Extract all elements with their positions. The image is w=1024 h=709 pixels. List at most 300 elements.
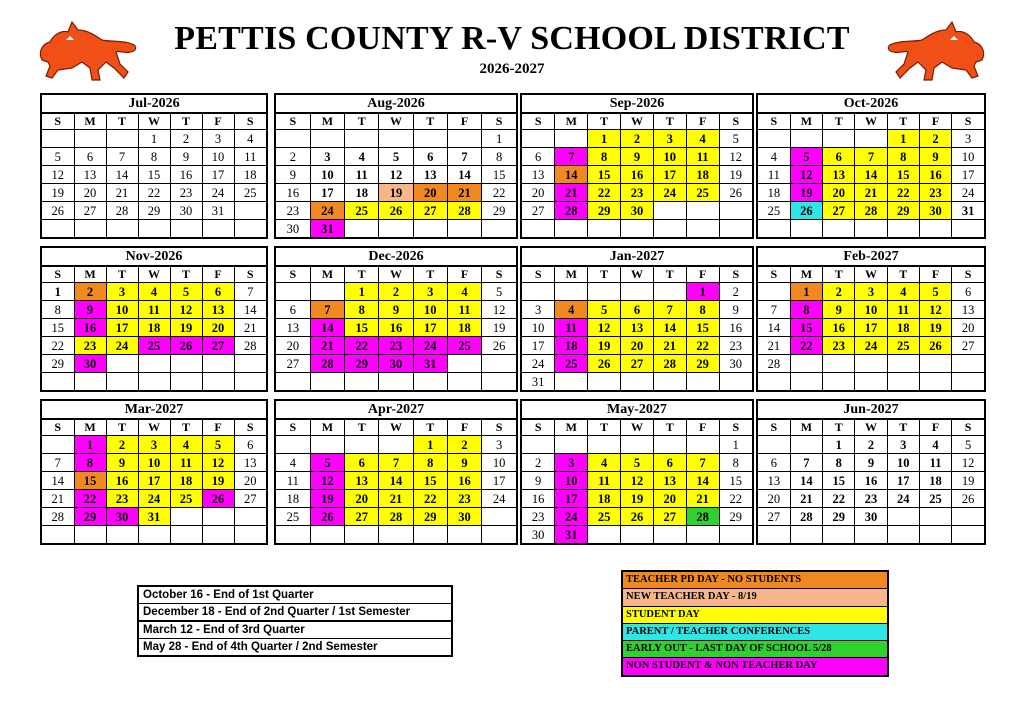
color-legend (621, 570, 889, 677)
day-cell: 3 (106, 283, 138, 301)
empty-cell (919, 355, 951, 373)
month-dec-2026 (274, 246, 518, 392)
quarter-group (139, 622, 451, 655)
weekday-header: M (555, 420, 588, 436)
empty-cell (234, 355, 266, 373)
day-cell: 28 (447, 202, 481, 220)
weekday-header: T (887, 420, 919, 436)
day-cell: 3 (855, 283, 887, 301)
day-cell: 19 (170, 319, 202, 337)
day-cell: 24 (106, 337, 138, 355)
weekday-header: F (447, 114, 481, 130)
day-cell: 15 (138, 166, 170, 184)
empty-cell (447, 355, 481, 373)
day-cell: 11 (919, 454, 951, 472)
day-cell: 22 (719, 490, 752, 508)
day-cell: 10 (855, 301, 887, 319)
weekday-header: S (522, 267, 555, 283)
empty-cell (234, 202, 266, 220)
day-cell: 11 (276, 472, 310, 490)
day-cell: 29 (588, 202, 621, 220)
day-cell: 4 (170, 436, 202, 454)
day-cell: 24 (522, 355, 555, 373)
empty-cell (379, 373, 413, 391)
empty-cell (719, 202, 752, 220)
weekday-header: M (310, 114, 344, 130)
day-cell: 29 (719, 508, 752, 526)
day-cell: 7 (379, 454, 413, 472)
empty-cell (276, 526, 310, 544)
legend-new-teacher: NEW TEACHER DAY - 8/19 (623, 589, 887, 606)
day-cell: 20 (653, 490, 686, 508)
empty-cell (413, 373, 447, 391)
empty-cell (234, 508, 266, 526)
day-cell: 18 (170, 472, 202, 490)
weekday-header: F (447, 267, 481, 283)
day-cell: 8 (42, 301, 74, 319)
day-cell: 2 (276, 148, 310, 166)
quarter-line: December 18 - End of 2nd Quarter / 1st Semester (143, 606, 411, 618)
day-cell: 26 (482, 337, 516, 355)
empty-cell (234, 526, 266, 544)
day-cell: 29 (74, 508, 106, 526)
month-mar-2027 (40, 399, 268, 545)
weekday-header: T (413, 114, 447, 130)
weekday-header: S (42, 114, 74, 130)
empty-cell (379, 526, 413, 544)
day-cell: 9 (74, 301, 106, 319)
month-title: Sep-2026 (522, 95, 752, 113)
weekday-header: W (855, 114, 887, 130)
day-cell: 8 (138, 148, 170, 166)
day-cell: 13 (621, 319, 654, 337)
weekday-header: F (919, 420, 951, 436)
day-cell: 5 (719, 130, 752, 148)
day-cell: 1 (887, 130, 919, 148)
day-cell: 18 (138, 319, 170, 337)
empty-cell (952, 373, 984, 391)
day-cell: 17 (952, 166, 984, 184)
day-cell: 29 (823, 508, 855, 526)
weekday-header: T (653, 114, 686, 130)
empty-cell (310, 283, 344, 301)
weekday-header: M (74, 267, 106, 283)
day-cell: 5 (379, 148, 413, 166)
empty-cell (74, 526, 106, 544)
day-cell: 26 (919, 337, 951, 355)
empty-cell (74, 130, 106, 148)
day-cell: 3 (952, 130, 984, 148)
day-cell: 9 (855, 454, 887, 472)
day-cell: 2 (719, 283, 752, 301)
empty-cell (790, 130, 822, 148)
day-cell: 31 (202, 202, 234, 220)
day-cell: 6 (522, 148, 555, 166)
day-cell: 23 (919, 184, 951, 202)
empty-cell (482, 373, 516, 391)
legend-early-out: EARLY OUT - LAST DAY OF SCHOOL 5/28 (623, 641, 887, 658)
weekday-header: S (276, 420, 310, 436)
day-cell: 21 (310, 337, 344, 355)
day-cell: 30 (106, 508, 138, 526)
weekday-header: S (758, 267, 790, 283)
mustang-logo-right (884, 20, 988, 82)
day-cell: 18 (919, 472, 951, 490)
weekday-header: S (522, 114, 555, 130)
day-cell: 10 (887, 454, 919, 472)
day-cell: 4 (234, 130, 266, 148)
empty-cell (855, 130, 887, 148)
empty-cell (345, 526, 379, 544)
day-cell: 6 (413, 148, 447, 166)
quarter-dates-box (137, 585, 453, 657)
day-cell: 15 (482, 166, 516, 184)
quarter-group (139, 587, 451, 622)
day-cell: 23 (74, 337, 106, 355)
day-cell: 25 (887, 337, 919, 355)
day-cell: 20 (234, 472, 266, 490)
weekday-header: W (138, 114, 170, 130)
day-cell: 19 (790, 184, 822, 202)
day-cell: 20 (952, 319, 984, 337)
day-cell: 26 (719, 184, 752, 202)
day-cell: 12 (621, 472, 654, 490)
day-cell: 29 (482, 202, 516, 220)
empty-cell (138, 526, 170, 544)
day-cell: 3 (202, 130, 234, 148)
day-cell: 12 (588, 319, 621, 337)
day-cell: 24 (413, 337, 447, 355)
empty-cell (621, 436, 654, 454)
day-cell: 14 (855, 166, 887, 184)
weekday-header: S (234, 420, 266, 436)
month-title: Jan-2027 (522, 248, 752, 266)
weekday-header: T (345, 114, 379, 130)
day-cell: 1 (74, 436, 106, 454)
month-oct-2026 (756, 93, 986, 239)
weekday-header: T (823, 267, 855, 283)
weekday-header: T (588, 267, 621, 283)
empty-cell (653, 202, 686, 220)
day-cell: 22 (588, 184, 621, 202)
month-may-2027 (520, 399, 754, 545)
day-cell: 13 (952, 301, 984, 319)
month-nov-2026 (40, 246, 268, 392)
day-cell: 21 (379, 490, 413, 508)
day-cell: 7 (234, 283, 266, 301)
empty-cell (202, 355, 234, 373)
day-cell: 14 (758, 319, 790, 337)
day-cell: 6 (276, 301, 310, 319)
day-cell: 1 (345, 283, 379, 301)
day-cell: 30 (522, 526, 555, 544)
empty-cell (790, 220, 822, 238)
day-cell: 14 (310, 319, 344, 337)
day-cell: 15 (42, 319, 74, 337)
day-cell: 30 (719, 355, 752, 373)
weekday-header: S (952, 420, 984, 436)
day-cell: 16 (276, 184, 310, 202)
day-cell: 9 (522, 472, 555, 490)
day-cell: 18 (588, 490, 621, 508)
legend-teacher-pd: TEACHER PD DAY - NO STUDENTS (623, 572, 887, 589)
day-cell: 14 (790, 472, 822, 490)
weekday-header: T (887, 267, 919, 283)
day-cell: 16 (170, 166, 202, 184)
empty-cell (202, 526, 234, 544)
day-cell: 11 (555, 319, 588, 337)
empty-cell (482, 355, 516, 373)
empty-cell (588, 436, 621, 454)
day-cell: 16 (855, 472, 887, 490)
empty-cell (588, 373, 621, 391)
day-cell: 7 (310, 301, 344, 319)
weekday-header: T (887, 114, 919, 130)
day-cell: 29 (887, 202, 919, 220)
day-cell: 7 (106, 148, 138, 166)
day-cell: 29 (138, 202, 170, 220)
day-cell: 12 (170, 301, 202, 319)
day-cell: 5 (202, 436, 234, 454)
day-cell: 5 (588, 301, 621, 319)
day-cell: 22 (74, 490, 106, 508)
empty-cell (447, 220, 481, 238)
day-cell: 31 (522, 373, 555, 391)
day-cell: 19 (310, 490, 344, 508)
month-title: Jul-2026 (42, 95, 266, 113)
day-cell: 12 (42, 166, 74, 184)
empty-cell (823, 373, 855, 391)
day-cell: 13 (653, 472, 686, 490)
day-cell: 5 (952, 436, 984, 454)
day-cell: 3 (310, 148, 344, 166)
empty-cell (758, 526, 790, 544)
day-cell: 22 (823, 490, 855, 508)
day-cell: 10 (310, 166, 344, 184)
day-cell: 7 (42, 454, 74, 472)
month-aug-2026 (274, 93, 518, 239)
day-cell: 13 (758, 472, 790, 490)
month-jul-2026 (40, 93, 268, 239)
day-cell: 22 (138, 184, 170, 202)
empty-cell (919, 373, 951, 391)
day-cell: 11 (138, 301, 170, 319)
day-cell: 12 (790, 166, 822, 184)
day-cell: 8 (482, 148, 516, 166)
day-cell: 6 (758, 454, 790, 472)
day-cell: 30 (447, 508, 481, 526)
day-cell: 26 (202, 490, 234, 508)
empty-cell (345, 436, 379, 454)
day-cell: 28 (686, 508, 719, 526)
day-cell: 16 (74, 319, 106, 337)
weekday-header: S (276, 267, 310, 283)
day-cell: 7 (555, 148, 588, 166)
empty-cell (855, 373, 887, 391)
day-cell: 30 (621, 202, 654, 220)
day-cell: 17 (653, 166, 686, 184)
day-cell: 16 (919, 166, 951, 184)
weekday-header: S (42, 420, 74, 436)
day-cell: 26 (310, 508, 344, 526)
day-cell: 23 (621, 184, 654, 202)
day-cell: 23 (823, 337, 855, 355)
day-cell: 27 (345, 508, 379, 526)
empty-cell (310, 436, 344, 454)
month-title: May-2027 (522, 401, 752, 419)
day-cell: 16 (379, 319, 413, 337)
empty-cell (555, 220, 588, 238)
empty-cell (719, 526, 752, 544)
day-cell: 31 (952, 202, 984, 220)
day-cell: 5 (790, 148, 822, 166)
day-cell: 4 (138, 283, 170, 301)
day-cell: 3 (555, 454, 588, 472)
weekday-header: W (621, 267, 654, 283)
month-jan-2027 (520, 246, 754, 392)
day-cell: 4 (887, 283, 919, 301)
day-cell: 25 (555, 355, 588, 373)
day-cell: 12 (719, 148, 752, 166)
day-cell: 18 (758, 184, 790, 202)
day-cell: 4 (758, 148, 790, 166)
empty-cell (555, 283, 588, 301)
day-cell: 18 (447, 319, 481, 337)
day-cell: 28 (42, 508, 74, 526)
day-cell: 16 (719, 319, 752, 337)
day-cell: 21 (106, 184, 138, 202)
weekday-header: S (482, 267, 516, 283)
day-cell: 11 (686, 148, 719, 166)
day-cell: 9 (719, 301, 752, 319)
day-cell: 29 (345, 355, 379, 373)
day-cell: 29 (42, 355, 74, 373)
weekday-header: S (719, 267, 752, 283)
day-cell: 14 (379, 472, 413, 490)
day-cell: 19 (719, 166, 752, 184)
day-cell: 28 (855, 202, 887, 220)
empty-cell (106, 355, 138, 373)
day-cell: 17 (855, 319, 887, 337)
day-cell: 4 (447, 283, 481, 301)
day-cell: 7 (447, 148, 481, 166)
empty-cell (952, 355, 984, 373)
day-cell: 1 (588, 130, 621, 148)
day-cell: 20 (345, 490, 379, 508)
day-cell: 13 (413, 166, 447, 184)
day-cell: 16 (621, 166, 654, 184)
day-cell: 19 (482, 319, 516, 337)
weekday-header: W (621, 114, 654, 130)
empty-cell (887, 508, 919, 526)
empty-cell (823, 220, 855, 238)
weekday-header: F (686, 114, 719, 130)
day-cell: 13 (522, 166, 555, 184)
weekday-header: T (588, 420, 621, 436)
empty-cell (653, 283, 686, 301)
weekday-header: S (719, 114, 752, 130)
empty-cell (621, 220, 654, 238)
day-cell: 10 (482, 454, 516, 472)
empty-cell (74, 220, 106, 238)
day-cell: 12 (202, 454, 234, 472)
day-cell: 27 (74, 202, 106, 220)
day-cell: 25 (345, 202, 379, 220)
day-cell: 10 (952, 148, 984, 166)
day-cell: 19 (42, 184, 74, 202)
day-cell: 22 (887, 184, 919, 202)
day-cell: 21 (234, 319, 266, 337)
day-cell: 25 (686, 184, 719, 202)
day-cell: 28 (653, 355, 686, 373)
month-apr-2027 (274, 399, 518, 545)
day-cell: 2 (379, 283, 413, 301)
day-cell: 13 (276, 319, 310, 337)
empty-cell (202, 508, 234, 526)
legend-conferences: PARENT / TEACHER CONFERENCES (623, 624, 887, 641)
day-cell: 18 (276, 490, 310, 508)
weekday-header: T (823, 420, 855, 436)
day-cell: 2 (855, 436, 887, 454)
day-cell: 17 (138, 472, 170, 490)
day-cell: 24 (887, 490, 919, 508)
day-cell: 8 (74, 454, 106, 472)
weekday-header: S (482, 114, 516, 130)
day-cell: 25 (276, 508, 310, 526)
weekday-header: W (138, 267, 170, 283)
day-cell: 20 (823, 184, 855, 202)
weekday-header: S (42, 267, 74, 283)
empty-cell (719, 373, 752, 391)
day-cell: 22 (790, 337, 822, 355)
day-cell: 2 (919, 130, 951, 148)
empty-cell (379, 436, 413, 454)
day-cell: 3 (653, 130, 686, 148)
weekday-header: S (234, 114, 266, 130)
day-cell: 9 (276, 166, 310, 184)
weekday-header: S (758, 114, 790, 130)
empty-cell (138, 220, 170, 238)
day-cell: 30 (74, 355, 106, 373)
day-cell: 5 (621, 454, 654, 472)
day-cell: 20 (621, 337, 654, 355)
day-cell: 6 (234, 436, 266, 454)
empty-cell (855, 220, 887, 238)
day-cell: 8 (413, 454, 447, 472)
empty-cell (379, 220, 413, 238)
day-cell: 10 (202, 148, 234, 166)
day-cell: 6 (202, 283, 234, 301)
empty-cell (653, 373, 686, 391)
day-cell: 18 (345, 184, 379, 202)
empty-cell (588, 220, 621, 238)
day-cell: 24 (310, 202, 344, 220)
weekday-header: S (522, 420, 555, 436)
weekday-header: W (855, 267, 887, 283)
day-cell: 28 (790, 508, 822, 526)
day-cell: 28 (555, 202, 588, 220)
weekday-header: F (202, 114, 234, 130)
day-cell: 23 (106, 490, 138, 508)
day-cell: 11 (758, 166, 790, 184)
day-cell: 1 (482, 130, 516, 148)
day-cell: 28 (106, 202, 138, 220)
day-cell: 31 (413, 355, 447, 373)
weekday-header: T (170, 114, 202, 130)
day-cell: 22 (345, 337, 379, 355)
empty-cell (106, 526, 138, 544)
day-cell: 2 (823, 283, 855, 301)
